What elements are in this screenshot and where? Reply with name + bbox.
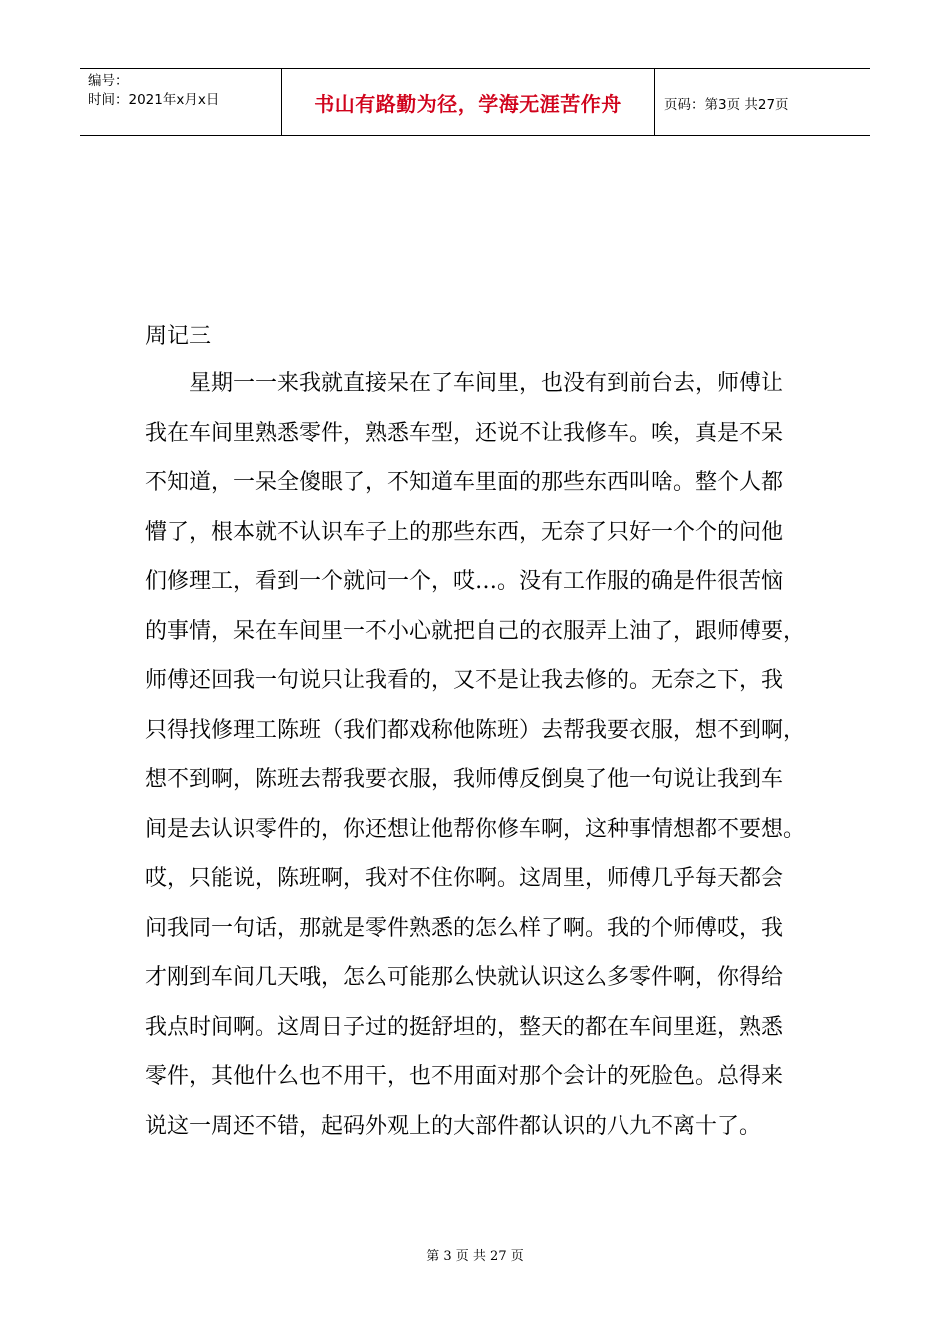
- body-line: 问我同一句话，那就是零件熟悉的怎么样了啊。我的个师傅哎，我: [145, 915, 784, 941]
- header-motto: 书山有路勤为径，学海无涯苦作舟: [314, 92, 622, 116]
- body-line: 哎，只能说，陈班啊，我对不住你啊。这周里，师傅几乎每天都会: [145, 866, 784, 891]
- body-line: 我在车间里熟悉零件，熟悉车型，还说不让我修车。唉，真是不呆: [145, 420, 784, 446]
- body-line: 师傅还回我一句说只让我看的，又不是让我去修的。无奈之下，我: [145, 668, 784, 693]
- body-line: 不知道，一呆全傻眼了，不知道车里面的那些东西叫啥。整个人都: [145, 470, 784, 495]
- body-line: 我点时间啊。这周日子过的挺舒坦的，整天的都在车间里逛，熟悉: [145, 1014, 784, 1040]
- body-line: 只得找修理工陈班（我们都戏称他陈班）去帮我要衣服，想不到啊，: [145, 717, 806, 743]
- document-title: 周记三: [145, 324, 212, 349]
- page-footer: 第 3 页 共 27 页: [426, 1249, 524, 1264]
- header-page-info: 页码：第3页 共27页: [664, 97, 789, 113]
- header-number-label: 编号：: [88, 73, 129, 89]
- header-time-label: 时间：2021年x月x日: [88, 92, 220, 108]
- body-line: 懵了，根本就不认识车子上的那些东西，无奈了只好一个个的问他: [145, 519, 784, 545]
- body-line: 零件，其他什么也不用干，也不用面对那个会计的死脸色。总得来: [145, 1064, 784, 1089]
- document-body: [145, 368, 805, 1160]
- header-bottom-rule: [80, 135, 870, 136]
- body-line: 们修理工，看到一个就问一个，哎…。没有工作服的确是件很苦恼: [145, 569, 784, 594]
- header-top-rule: [80, 68, 870, 69]
- body-line: 才刚到车间几天哦，怎么可能那么快就认识这么多零件啊，你得给: [145, 965, 784, 990]
- header-meta: [88, 72, 219, 110]
- body-line: 星期一一来我就直接呆在了车间里，也没有到前台去，师傅让: [189, 371, 784, 396]
- body-line: 间是去认识零件的，你还想让他帮你修车啊，这种事情想都不要想。: [145, 816, 806, 842]
- body-line: 说这一周还不错，起码外观上的大部件都认识的八九不离十了。: [145, 1113, 762, 1139]
- header-divider-right: [654, 68, 655, 135]
- body-line: 的事情，呆在车间里一不小心就把自己的衣服弄上油了，跟师傅要，: [145, 618, 806, 644]
- body-line: 想不到啊，陈班去帮我要衣服，我师傅反倒臭了他一句说让我到车: [145, 767, 784, 792]
